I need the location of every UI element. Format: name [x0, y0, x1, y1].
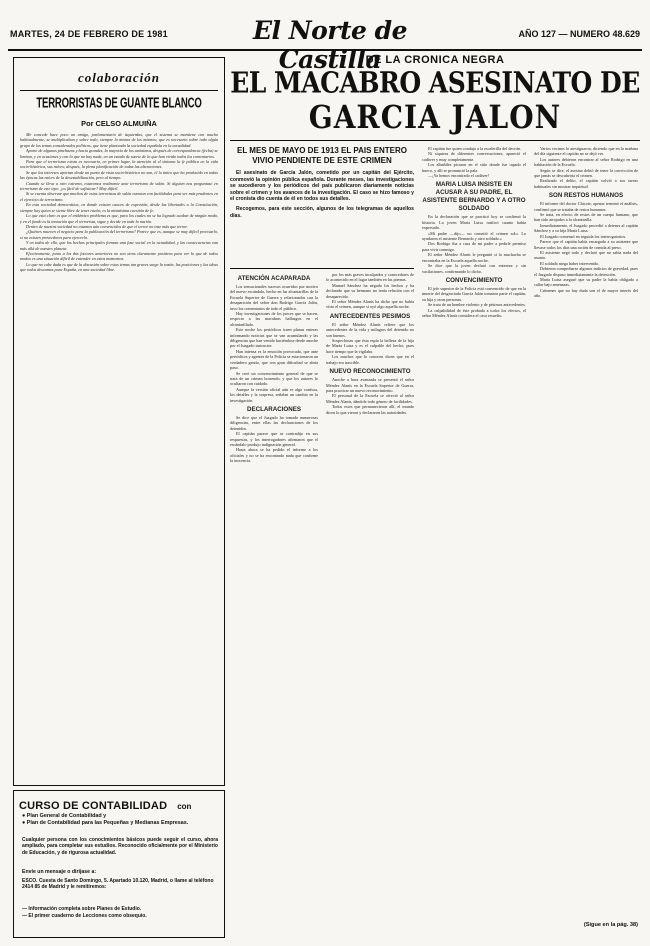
- section-heading: MARIA LUISA INSISTE EN ACUSAR A SU PADRE, EL ASISTENTE BERNARDO Y A OTRO SOLDADO: [422, 181, 526, 213]
- article-paragraph: Varios vecinos lo atestiguaron, diciendo que en la mañana del día siguiente el capitán no se dejó ver.: [534, 146, 638, 157]
- main-kicker: DE LA CRONICA NEGRA: [365, 54, 505, 66]
- article-paragraph: Ni siquiera de diferentes conversaciones, apareció el cadáver y muy completamente.: [422, 151, 526, 162]
- article-paragraph: Dos Rodrigo iba a casa de mi padre a pedirle permiso para vivir conmigo.: [422, 241, 526, 252]
- article-paragraph: El personal de la Escuela se ofreció al señor Méndez Alanís, dándole todo género de facilidades.: [326, 393, 414, 404]
- lead-rule: [230, 268, 414, 269]
- main-lead: [230, 170, 414, 219]
- article-paragraph: María Luisa aseguró que su padre la había obligado a callar bajo amenazas.: [534, 276, 638, 288]
- ad-info-item: — El primer cuaderno de Lecciones como obsequio.: [22, 912, 147, 919]
- section-heading: ANTECEDENTES PESIMOS: [329, 312, 411, 320]
- article-paragraph: El informe del doctor Chicote, apenas terminó el análisis, confirmó que se trataba de restos humanos.: [534, 201, 638, 212]
- article-paragraph: En la declaración que se practicó hoy se confirmó la historia. La joven María Luisa ratificó cuanto había expresado.: [422, 214, 526, 231]
- article-paragraph: Hasta ahora se ha pedido el informe a los oficiales y no se ha encontrado nada que confirme la inocencia.: [230, 447, 318, 464]
- section-heading: ATENCIÓN ACAPARADA: [237, 275, 311, 282]
- article-column-3: [422, 146, 526, 936]
- ad-title: CURSO DE CONTABILIDAD: [19, 800, 168, 812]
- article-paragraph: El capitán parece que se contradijo en sus respuestas, y los interrogadores afirmaron que el escándalo produjo indignación general.: [230, 431, 318, 447]
- article-paragraph: Se creó un convencimiento general de que se trata de un crimen horrendo, y que los autores lo ocultaron con cuidado.: [230, 370, 318, 387]
- article-paragraph: Los muchos que lo conocen dicen que en el trabajo era irascible.: [326, 354, 414, 365]
- article-paragraph: por los más graves inculpados y conocedores de lo acontecido en el lugar también en las piernas.: [326, 272, 414, 283]
- article-paragraph: El jefe superior de la Policía está convencido de que en la muerte del desgraciado García Jalón tomaron parte el capitán, su hija y otras personas.: [422, 285, 526, 302]
- ad-contact-intro: Envíe un mensaje o diríjase a:: [22, 869, 97, 875]
- article-paragraph: El señor Méndez Alanís ha dicho que no había visto el crimen, aunque sí oyó algo aquella noche.: [326, 299, 414, 310]
- article-paragraph: «Mi padre —dijo— no cometió el crimen solo. Lo ayudaron el asistente Bernardo y otro soldado.»: [422, 230, 526, 242]
- article-paragraph: El Juzgado comenzó en seguida los interrogatorios.: [540, 233, 627, 239]
- article-paragraph: Según se dice, el asesino debió de tener la convicción de que jamás se descubriría el crimen.: [534, 167, 638, 179]
- ad-item: ● Plan General de Contabilidad y: [22, 813, 107, 819]
- main-headline-line2: GARCIA JALON: [308, 98, 562, 136]
- collab-paragraph: En esta sociedad democrática, en donde existen cauces de expresión, desde las libertades a la Constitución, siempre hay quien se siente libre de tener razón; es la mismísima cuestión de fe.: [20, 202, 218, 213]
- collab-paragraph: Si se cuenta observar que muchos de estos terroristas de salón cuentan con facilidades para ser más prudentes en el ejercicio de terrorismo.: [20, 191, 218, 202]
- continued-note[interactable]: (Sigue en la pág. 38): [583, 922, 638, 928]
- section-heading: NUEVO RECONOCIMIENTO: [329, 368, 411, 376]
- article-paragraph: Parece que el capitán había encargado a su asistente que llevase todos los días una ración de comida al preso.: [534, 239, 638, 250]
- article-paragraph: El asistente negó todo y declaró que no sabía nada del asunto.: [534, 249, 638, 261]
- collab-body: [20, 132, 218, 778]
- collab-headline: TERRORISTAS DE GUANTE BLANCO: [36, 95, 202, 113]
- collab-paragraph: Dentro de nuestra sociedad no estamos aún convencidos de que el terror no trae más que terror.: [26, 223, 188, 229]
- bullet-icon: ●: [22, 820, 27, 826]
- article-paragraph: El soldado niega haber intervenido.: [540, 260, 600, 266]
- article-paragraph: Realizado el delito, el capitán volvió a sus tareas habituales sin mostrar inquietud.: [534, 178, 638, 189]
- article-paragraph: El señor Méndez Alanís refiere que los antecedentes de la vida y milagros del detenido no son buenos.: [326, 321, 414, 338]
- article-paragraph: Se dice que el Juzgado ha tomado numerosas diligencias, entre ellas las declaraciones de los detenidos.: [230, 414, 318, 431]
- article-paragraph: Se dice que la joven declaró con entereza y sin vacilaciones, confirmando lo dicho.: [422, 263, 526, 274]
- article-column-2: [326, 272, 414, 936]
- article-paragraph: Debieron comprobarse algunos indicios de gravedad, pues el Juzgado dispuso inmediatamente la detención.: [534, 266, 638, 277]
- article-column-1: [230, 272, 318, 936]
- section-heading: DECLARACIONES: [247, 405, 301, 413]
- ad-body: Cualquier persona con los conocimientos básicos puede seguir el curso, ahora ampliado, para completar sus estudios. Reconocido oficialmente por el Ministerio de Educación, y de rigurosa actualidad.: [22, 837, 218, 856]
- article-paragraph: Sospechosas que ésta espía la belleza de la hija de María Luisa y es el culpable del hecho, pues hace tiempo que la vigilaba.: [326, 338, 414, 354]
- collab-paragraph: Para que el terrorismo exista es necesario, en primer lugar, la atención al el síntoma la fe pública en la vida socio-histórica, sus raíces; después, la plena planificación de todas las alteraciones.: [20, 159, 218, 170]
- article-paragraph: Los sensacionales sucesos ocurridos por motivo del nuevo escándalo, hecho en las alcantarillas de la Escuela Superior de Guerra y relacionados con la desaparición del señor don Rodrigo García Jalón, tuvo los comentarios de todo el público.: [230, 284, 318, 311]
- masthead-rule: [8, 49, 642, 51]
- bullet-icon: ●: [22, 813, 27, 819]
- lead-paragraph: Recogemos, para este sección, algunos de los telegramas de aquellos días.: [230, 205, 414, 219]
- article-paragraph: El señor Méndez Alanís le preguntó si la muchacha se encontraba en la Escuela aquella noche.: [422, 252, 526, 263]
- article-paragraph: Hay investigaciones de los jueces que se hacen, respecto a las macabras hallazgos en el alcantarillado.: [230, 311, 318, 327]
- article-paragraph: Crímenes que no hay duda son el de mayor interés del año.: [534, 287, 638, 299]
- section-heading: CONVENCIMIENTO: [445, 276, 503, 284]
- collab-byline: Por CELSO ALMUIÑA: [81, 119, 157, 128]
- collab-paragraph: Cuando se lleva a otro extremo, estaremos realmente ante terrorismo de salón. Si alguien nos preguntase en terrorismo de este tipo: ¿es fácil de sofisticar? Muy difícil.: [20, 180, 218, 192]
- masthead-issue: AÑO 127 — NUMERO 48.629: [518, 29, 640, 39]
- article-paragraph: Aunque la versión oficial aún es algo confusa, los detalles y la sorpresa, señalan un cambio en la investigación.: [230, 386, 318, 403]
- article-paragraph: Este noche los periódicos traen planas enteras informando noticias que se van acumulando y las diligencias que han venido haciéndose desde anoche por el Juzgado instructor.: [230, 327, 318, 349]
- ad-info-item: — Información completa sobre Planes de Estudio.: [22, 906, 142, 912]
- article-paragraph: —¡Ya hemos encontrado el cadáver!: [428, 173, 490, 179]
- collab-paragraph: Se que los intereses aportan desde un punto de vista socio-histórico no son, el lo único que ha producido en todas las épocas las raíces de la desestabilización, pero al tiempo.: [20, 169, 218, 181]
- article-paragraph: El capitán fue quien condujo a la escalerilla del desván.: [428, 146, 522, 151]
- collab-paragraph: Efectivamente, junto a los dos factores anteriores no son otros claramente positivos para ver lo que de todos modos es una situación difícil de entender en estos momentos.: [20, 250, 218, 262]
- article-paragraph: Los albañiles picaron en el sitio donde fue tapado el hueco, y allí se pronunció la pala.: [422, 162, 526, 173]
- article-paragraph: Se trata de un hombre violento y de pésimos antecedentes.: [428, 302, 526, 308]
- article-paragraph: Se trata, en efecto, de restos de un cuerpo humano, que han sido arrojados a la alcantarilla.: [534, 212, 638, 223]
- left-column: [13, 57, 225, 786]
- lead-paragraph: El asesinato de García Jalón, cometido por un capitán del Ejército, conmovió la opinión pública española. Durante meses, las investigaciones se sucedieron y los periódicos del país publicaron diariamente noticias sobre el crimen y los avances de la investigación. El caso se hizo famoso y el cronista dio cuenta de él en todos sus detalles.: [230, 170, 414, 203]
- collab-paragraph: Aparte de algunos pinchazos y hacia grandes, la mayoría de los anónimos, después de correspondencia (fecha) se limitan, y en ocasiones y con lo que no hay nada, en un estado de suerte de lo que han vivido todos los comentarios.: [20, 148, 218, 159]
- ad-info-list: [22, 906, 218, 919]
- ad-address: ESCO. Cuesta de Santo Domingo, 5. Apartado 10.120, Madrid, o llame al teléfono 2414 85 de Madrid y le remitiremos:: [22, 878, 214, 891]
- collab-paragraph: Lo que está claro es que el endémico problema es que, para los cuales no se ha logrado acabar de ningún modo, y en el fondo es la tentación que el terrorista, sigue y decide en toda la nación.: [20, 213, 218, 224]
- headline-rule: [230, 140, 640, 141]
- kicker-rule: [20, 90, 218, 91]
- article-paragraph: Han intensa es la emoción provocada, que ante periódicos y agentes de la Policía se estacionaron un verdadero gentío, que con gran dificultad se abría paso.: [230, 348, 318, 371]
- article-paragraph: Inmediatamente, el Juzgado procedió a detener al capitán Sánchez y a su hija María Luisa.: [534, 222, 638, 234]
- collab-paragraph: Me concede hace poco un amigo, parlamentario de izquierdas, que el sistema se mantiene con mucho habitualmente, se multiplicaban y sobre todo, siempre lo mismo de los mismos; que es necesario sobre todo algún grupo de los temas considerados políticos, que tiene planteada la sociedad española en la actualidad.: [20, 132, 218, 148]
- ad-title-suffix: con: [177, 802, 192, 811]
- masthead-date: MARTES, 24 DE FEBRERO DE 1981: [10, 29, 168, 39]
- advertisement-box: [13, 790, 225, 938]
- collab-paragraph: Y en todos de ello, que los hechos principales forman una fase social en la actualidad, y las consecuencias van más allá de nuestro planeta.: [20, 240, 218, 251]
- article-paragraph: Manuel Sánchez ha negado los hechos y ha declarado que su hermano no tenía relación con el desaparecido.: [326, 282, 414, 299]
- masthead-title: El Norte de Castilla: [253, 16, 407, 74]
- article-paragraph: Anoche a hora avanzada se presentó el señor Méndez Alanís en la Escuela Superior de Guerra, para practicar un nuevo reconocimiento.: [326, 377, 414, 393]
- ad-items: [22, 813, 218, 827]
- main-subhead: EL MES DE MAYO DE 1913 EL PAIS ENTERO VIVIO PENDIENTE DE ESTE CRIMEN: [237, 146, 407, 165]
- article-column-4: [534, 146, 638, 936]
- collab-kicker: colaboración: [77, 70, 161, 85]
- article-paragraph: Los autores debieron encontrar al señor Rodrigo en una habitación de la Escuela.: [534, 156, 638, 168]
- section-heading: SON RESTOS HUMANOS: [548, 192, 624, 200]
- article-paragraph: Todos estos que permanecieron allí, el mundo dicen lo que vieron y declararon las autoridades.: [326, 404, 414, 415]
- ad-title-row: [19, 796, 219, 814]
- ad-item: ● Plan de Contabilidad para las Pequeñas y Medianas Empresas.: [22, 820, 189, 826]
- collab-paragraph: ¿Quiénes mueven el negocio para la publicación del terrorismo? Parece que es, aunque se muy difícil precisarlo, si no existen proveedores para ejercerlo.: [20, 229, 218, 240]
- article-paragraph: La culpabilidad de éste probada a todos los efectos, el señor Méndez Alanís considera el caso resuelto.: [422, 307, 526, 318]
- main-headline-line1: EL MACABRO ASESINATO DE: [230, 66, 640, 100]
- collab-paragraph: Lo que no cabe duda es que de la discusión sobre estos temas tan graves surge la razón, las posiciones y las ideas que todos deseamos para España, en una sociedad libre.: [20, 261, 218, 273]
